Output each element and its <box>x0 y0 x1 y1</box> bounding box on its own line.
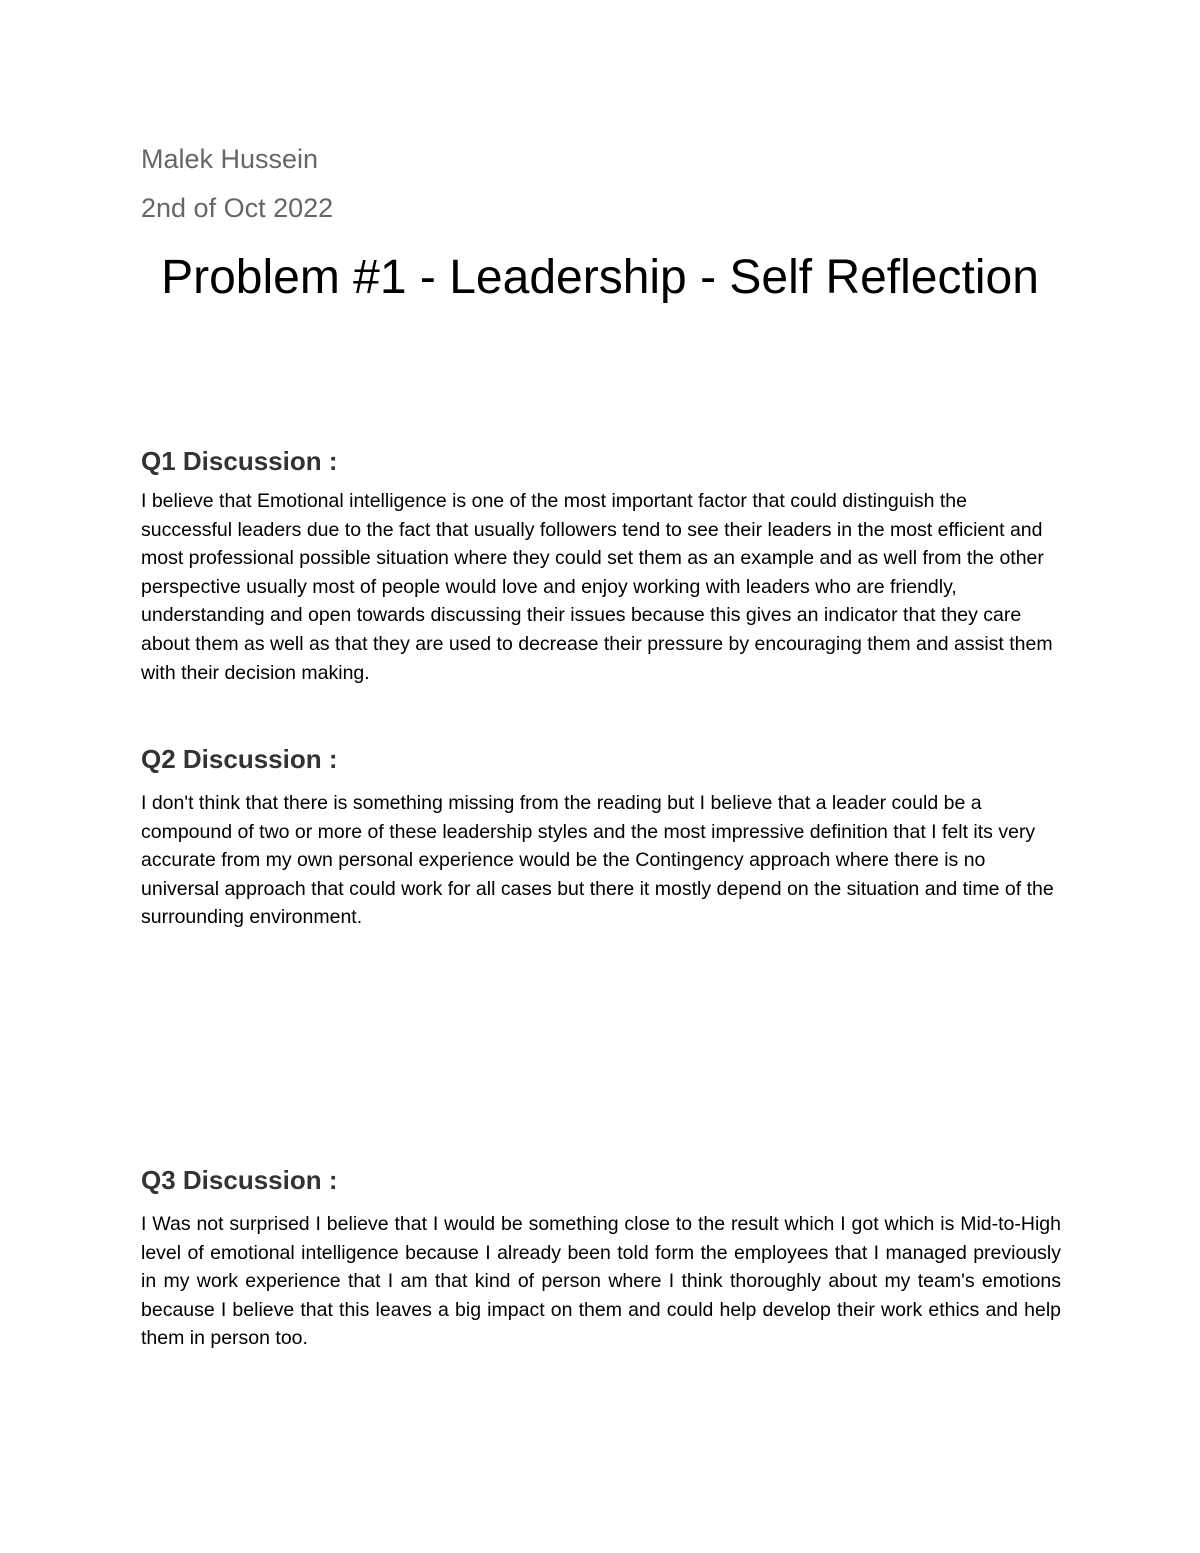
q1-paragraph: I believe that Emotional intelligence is one of the most important factor that could distinguish the successful leaders due to the fact that usually followers tend to see their leaders in the most efficient and most professional possible situation where they could set them as an example and as well from the other perspective usually most of people would love and enjoy working with leaders who are friendly, understanding and open towards discussing their issues because this gives an indicator that they care about them as well as that they are used to decrease their pressure by encouraging them and assist them with their decision making. <box>141 490 1053 684</box>
q3-paragraph: I Was not surprised I believe that I would be something close to the result which I got which is Mid-to-High level of emotional intelligence because I already been told form the employees that I managed previously in my work experience that I am that kind of person where I think thoroughly about my team's emotions because I believe that this leaves a big impact on them and could help develop their work ethics and help them in person too. <box>141 1213 1061 1350</box>
page-title: Problem #1 - Leadership - Self Reflection <box>161 251 1039 304</box>
q1-heading: Q1 Discussion : <box>141 446 338 476</box>
q2-heading: Q2 Discussion : <box>141 744 338 774</box>
q2-paragraph: I don't think that there is something missing from the reading but I believe that a leader could be a compound of two or more of these leadership styles and the most impressive definition that I felt its very accurate from my own personal experience would be the Contingency approach where there is no universal approach that could work for all cases but there it mostly depend on the situation and time of the surrounding environment. <box>141 792 1054 929</box>
q3-heading: Q3 Discussion : <box>141 1165 338 1195</box>
document-date: 2nd of Oct 2022 <box>141 193 334 223</box>
author-name: Malek Hussein <box>141 144 319 174</box>
